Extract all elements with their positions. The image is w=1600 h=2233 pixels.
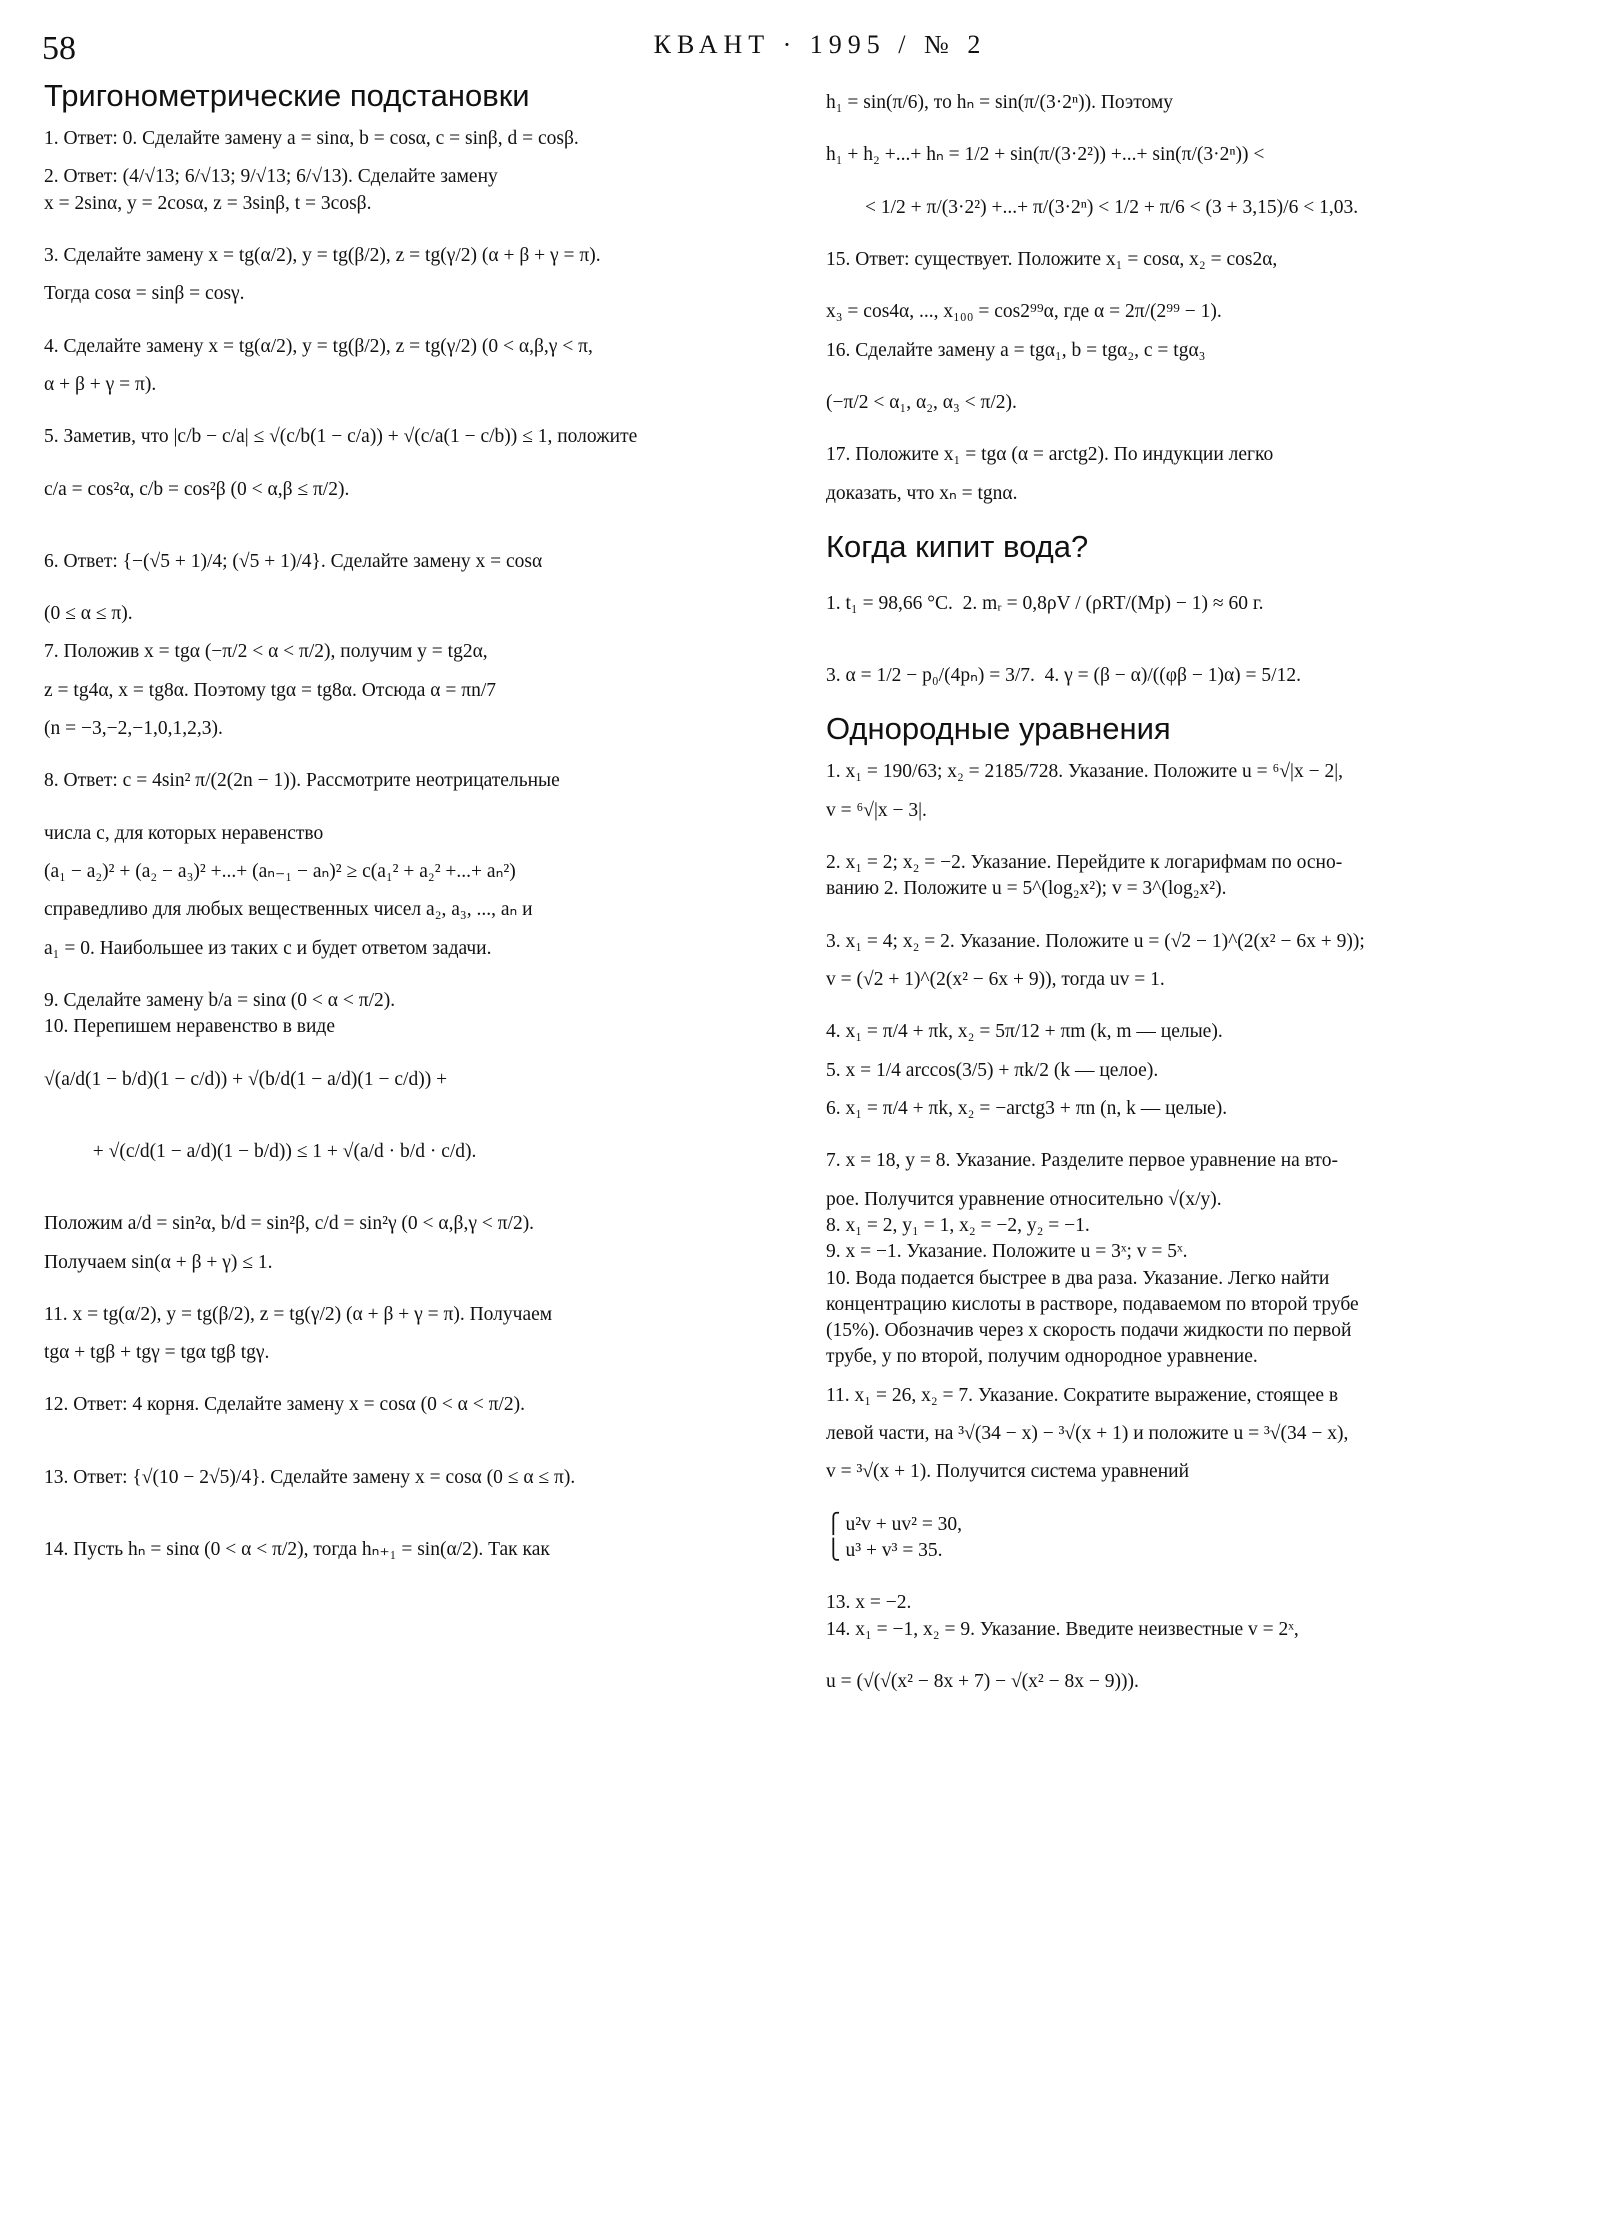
answer-line: ванию 2. Положите u = 5^(log₂x²); v = 3^(log₂x²). [826,878,1227,900]
answer-line: x = 2sinα, y = 2cosα, z = 3sinβ, t = 3cosβ. [44,192,372,214]
answer-line: 15. Ответ: существует. Положите x₁ = cosα, x₂ = cos2α, [826,248,1278,270]
answer-line: 3. α = 1/2 − p₀/(4pₙ) = 3/7. 4. γ = (β − α)/((φβ − 1)α) = 5/12. [826,665,1301,687]
answer-line: c/a = cos²α, c/b = cos²β (0 < α,β ≤ π/2). [44,478,350,500]
answer-line: 11. x = tg(α/2), y = tg(β/2), z = tg(γ/2) (α + β + γ = π). Получаем [44,1303,553,1325]
answer-line: h₁ = sin(π/6), то hₙ = sin(π/(3·2ⁿ)). Поэтому [826,92,1174,113]
answer-line: + √(c/d(1 − a/d)(1 − b/d)) ≤ 1 + √(a/d · b/d · c/d). [44,1140,477,1162]
section-title-homogeneous: Однородные уравнения [826,711,1171,747]
answer-line: 2. Ответ: (4/√13; 6/√13; 9/√13; 6/√13). Сделайте замену [44,166,498,188]
answer-line: рое. Получится уравнение относительно √(x/y). [826,1188,1222,1210]
answer-line: трубе, y по второй, получим однородное уравнение. [826,1346,1258,1368]
section-title-trig: Тригонометрические подстановки [44,78,530,113]
answer-line: 14. Пусть hₙ = sinα (0 < α < π/2), тогда hₙ₊₁ = sin(α/2). Так как [44,1539,550,1561]
answer-line: (a₁ − a₂)² + (a₂ − a₃)² +...+ (aₙ₋₁ − aₙ)² ≥ c(a₁² + a₂² +...+ aₙ²) [44,861,516,882]
answer-line: справедливо для любых вещественных чисел a₂, a₃, ..., aₙ и [44,899,533,921]
answer-line: Тогда cosα = sinβ = cosγ. [44,283,245,305]
answer-line: 8. Ответ: c = 4sin² π/(2(2n − 1)). Рассмотрите неотрицательные [44,770,560,792]
journal-title: КВАНТ · 1995 / № 2 [653,30,987,59]
answer-line: 14. x₁ = −1, x₂ = 9. Указание. Введите неизвестные v = 2ˣ, [826,1618,1299,1640]
answer-line: 9. x = −1. Указание. Положите u = 3ˣ; v = 5ˣ. [826,1241,1188,1263]
answer-line: x₃ = cos4α, ..., x₁₀₀ = cos2⁹⁹α, где α = 2π/(2⁹⁹ − 1). [826,301,1222,323]
page-number: 58 [42,30,76,67]
answer-line: 6. x₁ = π/4 + πk, x₂ = −arctg3 + πn (n, k — целые). [826,1097,1228,1119]
answer-line: α + β + γ = π). [44,373,157,395]
answer-line: 12. Ответ: 4 корня. Сделайте замену x = cosα (0 < α < π/2). [44,1394,525,1416]
answer-line: 8. x₁ = 2, y₁ = 1, x₂ = −2, y₂ = −1. [826,1214,1090,1236]
answer-line: 4. x₁ = π/4 + πk, x₂ = 5π/12 + πm (k, m — целые). [826,1021,1223,1043]
answer-line: ⎩ u³ + v³ = 35. [826,1540,943,1561]
right-column [826,78,1566,1695]
section-title-boiling: Когда кипит вода? [826,528,1089,564]
answer-line: 10. Перепишем неравенство в виде [44,1016,336,1038]
answer-line: 3. x₁ = 4; x₂ = 2. Указание. Положите u = (√2 − 1)^(2(x² − 6x + 9)); [826,930,1365,952]
answer-line: u = (√(√(x² − 8x + 7) − √(x² − 8x − 9))). [826,1670,1139,1692]
answer-line: √(a/d(1 − b/d)(1 − c/d)) + √(b/d(1 − a/d)(1 − c/d)) + [44,1068,448,1090]
answer-line: 6. Ответ: {−(√5 + 1)/4; (√5 + 1)/4}. Сделайте замену x = cosα [44,550,543,572]
answer-line: 1. Ответ: 0. Сделайте замену a = sinα, b = cosα, c = sinβ, d = cosβ. [44,128,579,149]
answer-line: Получаем sin(α + β + γ) ≤ 1. [44,1251,273,1273]
answer-line: доказать, что xₙ = tgnα. [826,482,1018,504]
answer-line: < 1/2 + π/(3·2²) +...+ π/(3·2ⁿ) < 1/2 + π/6 < (3 + 3,15)/6 < 1,03. [826,196,1359,218]
answer-line: (0 ≤ α ≤ π). [44,603,133,625]
answer-line: 7. Положив x = tgα (−π/2 < α < π/2), получим y = tg2α, [44,641,488,663]
answer-line: 10. Вода подается быстрее в два раза. Указание. Легко найти [826,1267,1330,1289]
answer-line: 13. Ответ: {√(10 − 2√5)/4}. Сделайте замену x = cosα (0 ≤ α ≤ π). [44,1466,576,1488]
answer-line: 1. x₁ = 190/63; x₂ = 2185/728. Указание. Положите u = ⁶√|x − 2|, [826,761,1343,783]
answer-line: 11. x₁ = 26, x₂ = 7. Указание. Сократите выражение, стоящее в [826,1384,1339,1406]
answer-line: 4. Сделайте замену x = tg(α/2), y = tg(β/2), z = tg(γ/2) (0 < α,β,γ < π, [44,335,593,357]
answer-line: 7. x = 18, y = 8. Указание. Разделите первое уравнение на вто- [826,1150,1338,1172]
answer-line: (−π/2 < α₁, α₂, α₃ < π/2). [826,391,1017,413]
answer-line: tgα + tgβ + tgγ = tgα tgβ tgγ. [44,1342,270,1364]
answer-line: v = (√2 + 1)^(2(x² − 6x + 9)), тогда uv = 1. [826,969,1165,990]
answer-line: (n = −3,−2,−1,0,1,2,3). [44,718,223,740]
answer-line: v = ⁶√|x − 3|. [826,799,927,821]
answer-line: Положим a/d = sin²α, b/d = sin²β, c/d = sin²γ (0 < α,β,γ < π/2). [44,1213,535,1235]
answer-line: 17. Положите x₁ = tgα (α = arctg2). По индукции легко [826,444,1274,466]
answer-line: h₁ + h₂ +...+ hₙ = 1/2 + sin(π/(3·2²)) +...+ sin(π/(3·2ⁿ)) < [826,144,1265,166]
answer-line: 13. x = −2. [826,1592,912,1614]
answer-line: 3. Сделайте замену x = tg(α/2), y = tg(β/2), z = tg(γ/2) (α + β + γ = π). [44,244,601,266]
left-column [44,78,779,1563]
answer-line: a₁ = 0. Наибольшее из таких c и будет ответом задачи. [44,937,492,959]
answer-line: концентрацию кислоты в растворе, подаваемом по второй трубе [826,1293,1359,1315]
answer-line: 1. t₁ = 98,66 °C. 2. mᵣ = 0,8ρV / (ρRT/(Mp) − 1) ≈ 60 г. [826,592,1264,614]
answer-line: 5. x = 1/4 arccos(3/5) + πk/2 (k — целое). [826,1059,1159,1081]
answer-line: 5. Заметив, что |c/b − c/a| ≤ √(c/b(1 − c/a)) + √(c/a(1 − c/b)) ≤ 1, положите [44,426,638,448]
answer-line: 2. x₁ = 2; x₂ = −2. Указание. Перейдите к логарифмам по осно- [826,852,1343,874]
answer-line: левой части, на ³√(34 − x) − ³√(x + 1) и положите u = ³√(34 − x), [826,1423,1349,1445]
answer-line: (15%). Обозначив через x скорость подачи жидкости по первой [826,1320,1352,1342]
answer-line: ⎧ u²v + uv² = 30, [826,1513,963,1535]
answer-line: числа c, для которых неравенство [44,822,324,844]
answer-line: v = ³√(x + 1). Получится система уравнений [826,1461,1190,1483]
answer-line: z = tg4α, x = tg8α. Поэтому tgα = tg8α. Отсюда α = πn/7 [44,679,496,701]
answer-line: 16. Сделайте замену a = tgα₁, b = tgα₂, c = tgα₃ [826,339,1206,361]
answer-line: 9. Сделайте замену b/a = sinα (0 < α < π/2). [44,989,396,1011]
